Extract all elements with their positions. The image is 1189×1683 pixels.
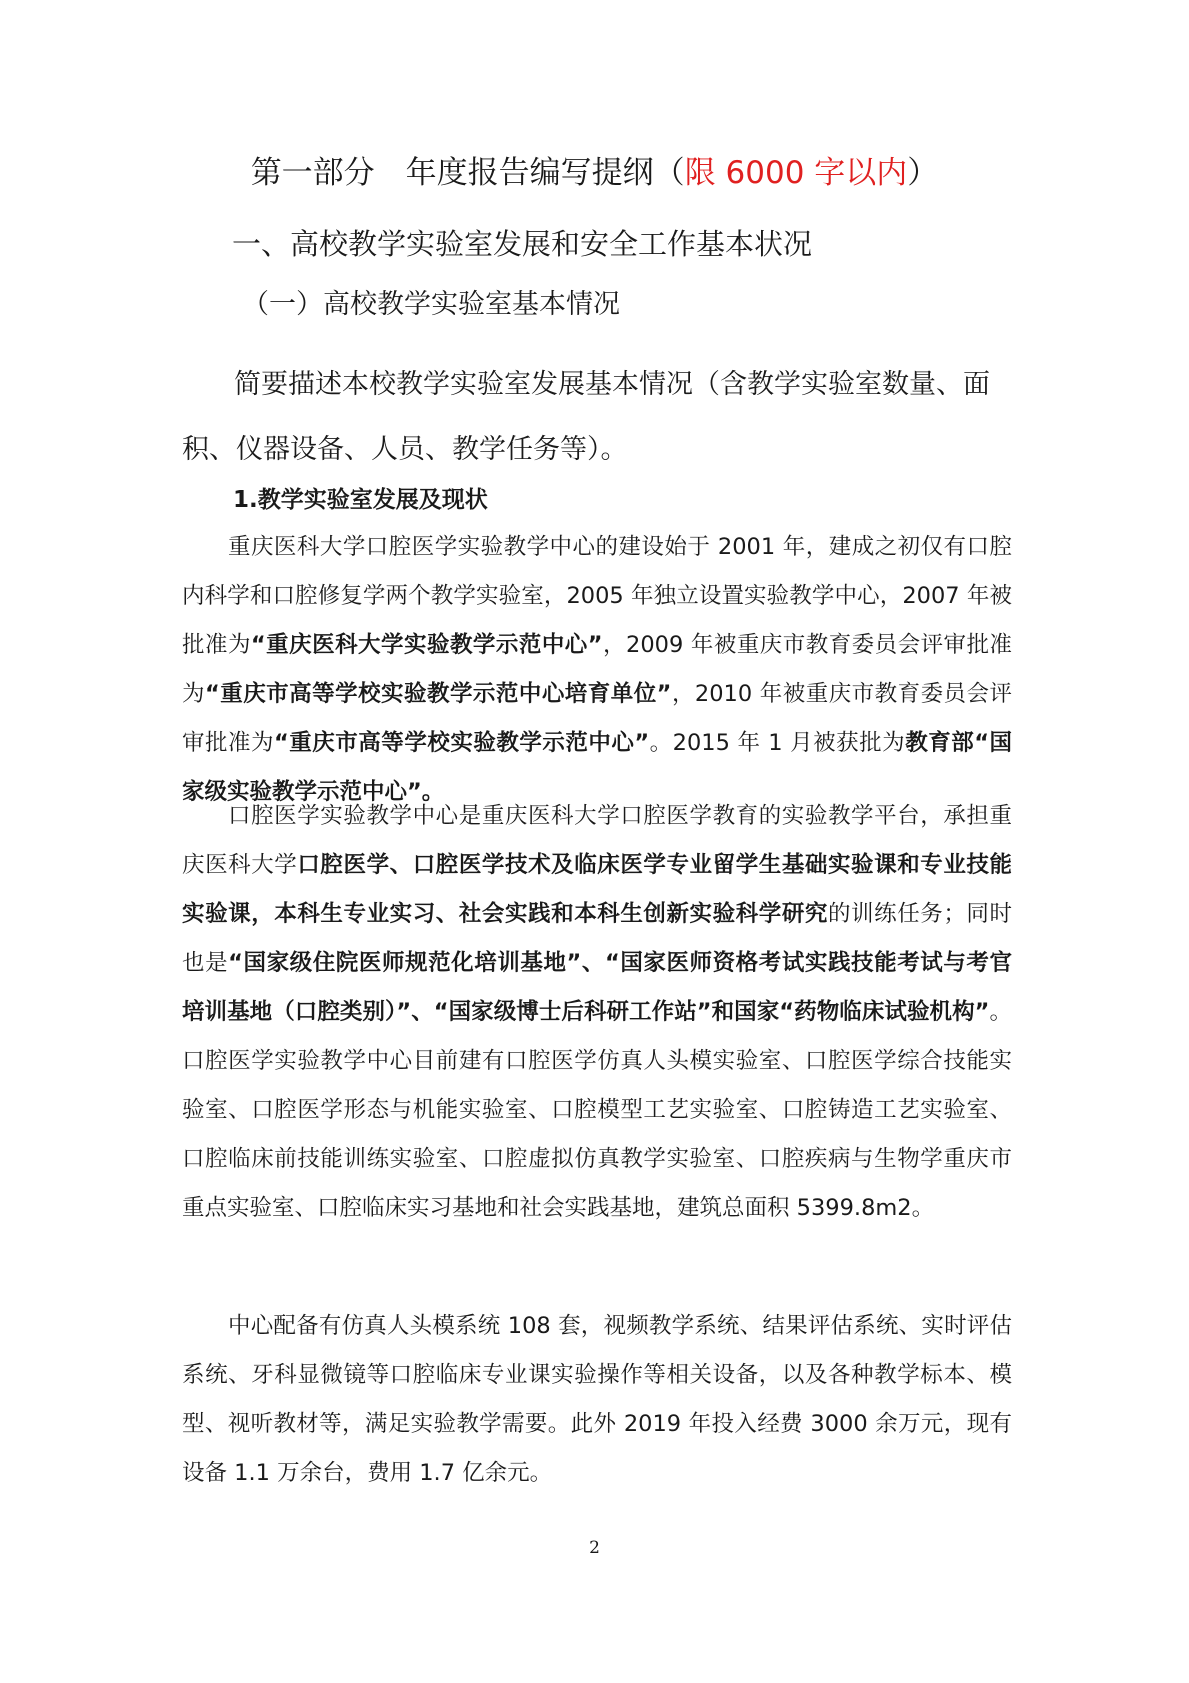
section-description: 简要描述本校教学实验室发展基本情况（含教学实验室数量、面积、仪器设备、人员、教学任务等）。 xyxy=(182,369,990,465)
bold-text: “重庆市高等学校实验教学示范中心” xyxy=(274,730,650,756)
paragraph-text: 。2015 年 1 月被获批为 xyxy=(649,730,906,756)
paragraph-text: ，2010 年被重庆市教育委员会评审批准为 xyxy=(182,681,1012,756)
bold-text: “重庆医科大学实验教学示范中心” xyxy=(250,632,603,658)
paragraph-platform xyxy=(182,792,1012,1233)
page-number: 2 xyxy=(589,1538,600,1558)
paragraph-text: 。口腔医学实验教学中心目前建有口腔医学仿真人头模实验室、口腔医学综合技能实验室、口腔医学形态与机能实验室、口腔模型工艺实验室、口腔铸造工艺实验室、口腔临床前技能训练实验室、口腔虚拟仿真教学实验室、口腔疾病与生物学重庆市重点实验室、口腔临床实习基地和社会实践基地，建筑总面积 5399.8m2。 xyxy=(182,999,1012,1221)
bold-text: 口腔医学、口腔医学技术及临床医学专业留学生基础实验课和专业技能实验课，本科生专业实习、社会实践和本科生创新实验科学研究 xyxy=(182,852,1012,927)
subsection-heading: （一）高校教学实验室基本情况 xyxy=(242,289,620,320)
paragraph-history xyxy=(182,523,1012,817)
bold-text: 教育部“国家级实验教学示范中心”。 xyxy=(182,730,1012,805)
paragraph-equipment: 中心配备有仿真人头模系统 108 套，视频教学系统、结果评估系统、实时评估系统、牙科显微镜等口腔临床专业课实验操作等相关设备，以及各种教学标本、模型、视听教材等，满足实验教学需要。此外 2019 年投入经费 3000 余万元，现有设备 1.1 万余台，费用 1.7 亿余元。 xyxy=(182,1313,1012,1486)
word-limit-note: 限 6000 字以内 xyxy=(684,155,908,191)
paragraph-text: 重庆医科大学口腔医学实验教学中心的建设始于 2001 年，建成之初仅有口腔内科学和口腔修复学两个教学实验室，2005 年独立设置实验教学中心，2007 年被批准为 xyxy=(182,534,1012,658)
paragraph-text: 口腔医学实验教学中心是重庆医科大学口腔医学教育的实验教学平台，承担重庆医科大学 xyxy=(182,803,1012,878)
bold-text: “重庆市高等学校实验教学示范中心培育单位” xyxy=(204,681,672,707)
section-heading: 一、高校教学实验室发展和安全工作基本状况 xyxy=(232,227,813,261)
paragraph-text: ，2009 年被重庆市教育委员会评审批准为 xyxy=(182,632,1012,707)
item-heading: 1.教学实验室发展及现状 xyxy=(233,487,488,513)
paragraph-text: 的训练任务；同时也是 xyxy=(182,901,1012,976)
part-title xyxy=(0,150,1189,196)
bold-text: “国家级住院医师规范化培训基地”、“国家医师资格考试实践技能考试与考官培训基地（口腔类别）”、“国家级博士后科研工作站”和国家“药物临床试验机构” xyxy=(182,950,1012,1025)
part-title-close: ） xyxy=(907,155,939,191)
part-title-main: 第一部分 年度报告编写提纲（ xyxy=(250,155,685,191)
